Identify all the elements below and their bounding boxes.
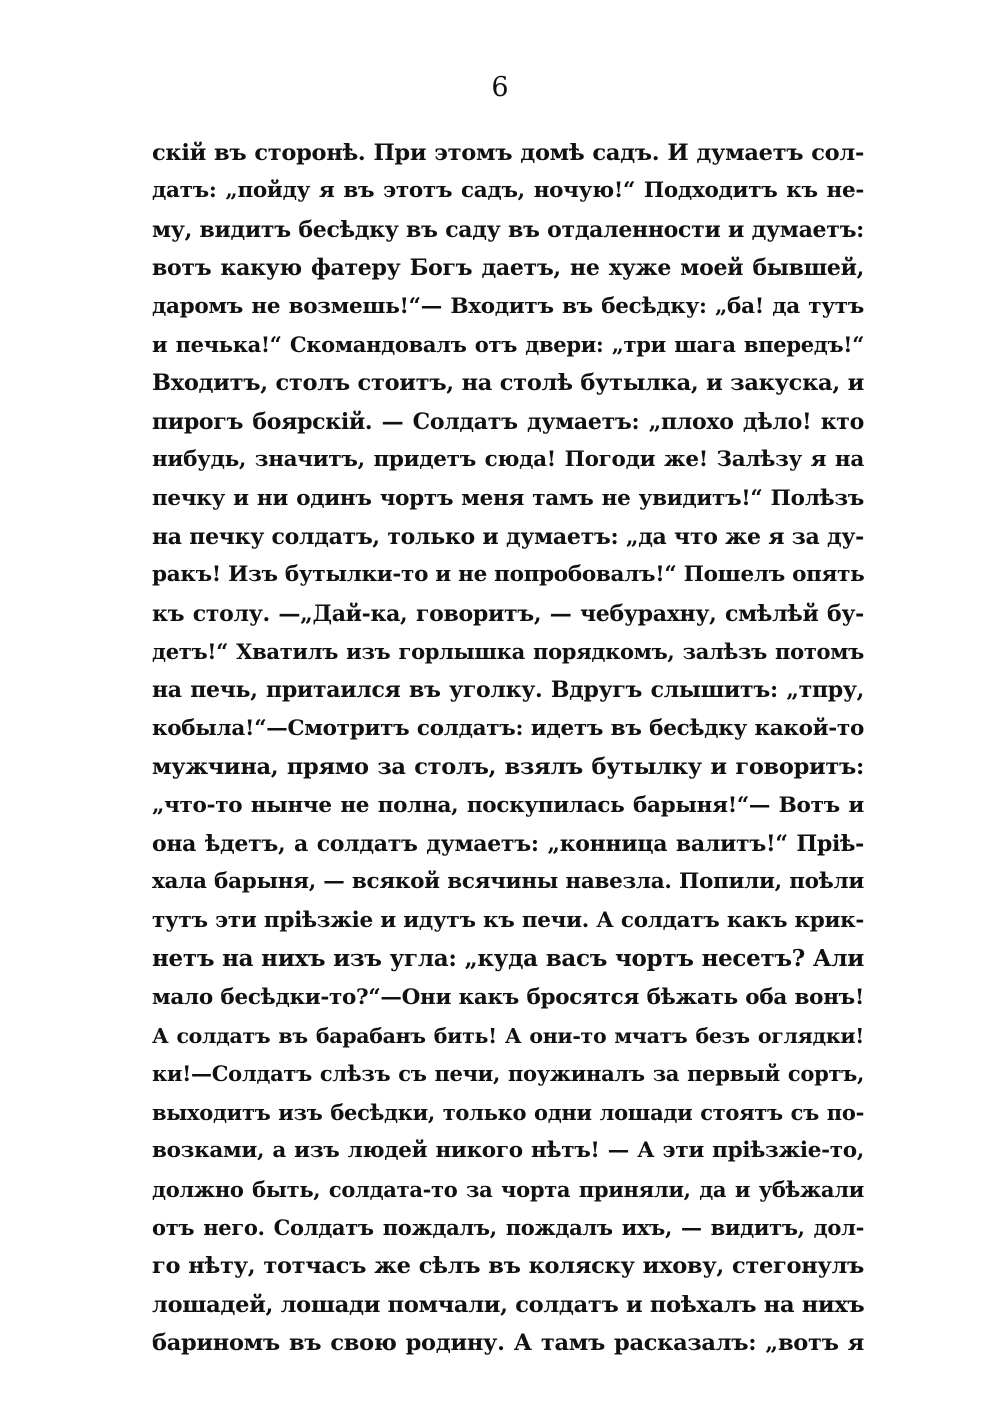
text-line: даромъ не возмешь!“— Входитъ въ бесѣдку: „ба! да тутъ — [152, 293, 864, 319]
text-line: къ столу. —„Дай-ка, говоритъ, — чебураxну, смѣлѣй бу- — [152, 600, 864, 627]
text-line: должно быть, солдата-то за чорта приняли, да и убѣжали — [152, 1176, 864, 1202]
text-line: печку и ни одинъ чортъ меня тамъ не увидитъ!“ Полѣзъ — [152, 485, 864, 511]
text-line: выходитъ изъ бесѣдки, только одни лошади стоятъ съ по- — [152, 1099, 864, 1125]
text-line: скій въ сторонѣ. При этомъ домѣ садъ. И думаетъ сол- — [152, 140, 864, 166]
text-line: и печька!“ Скомандовалъ отъ двери: „три шага впередъ!“ — [152, 331, 864, 357]
text-line: ки!—Солдатъ слѣзъ съ печи, поужиналъ за первый сортъ, — [152, 1061, 864, 1087]
text-line: нетъ на нихъ изъ угла: „куда васъ чортъ несетъ? Али — [152, 945, 864, 973]
text-line: тутъ эти пріѣзжіе и идутъ къ печи. А солдатъ какъ крик- — [152, 907, 864, 933]
text-line: возками, а изъ людей никого нѣтъ! — А эти пріѣзжіе-то, — [152, 1138, 864, 1164]
text-line: ракъ! Изъ бутылки-то и не попробовалъ!“ Пошелъ опять — [152, 562, 864, 588]
text-line: мужчина, прямо за столъ, взялъ бутылку и говоритъ: — [152, 754, 864, 781]
text-line: детъ!“ Хватилъ изъ горлышка порядкомъ, залѣзъ потомъ — [152, 639, 864, 665]
text-line: хала барыня, — всякой всячины навезла. Попили, поѣли — [152, 869, 864, 895]
text-line: Входитъ, столъ стоитъ, на столѣ бутылка, и закуска, и — [152, 370, 864, 397]
text-line: мало бесѣдки-то?“—Они какъ бросятся бѣжать оба вонъ! — [152, 984, 864, 1010]
text-line: на печь, притаился въ уголку. Вдругъ слышитъ: „тпру, — [152, 677, 864, 704]
text-line: отъ него. Солдатъ пождалъ, пождалъ ихъ, — видитъ, дол- — [152, 1214, 864, 1240]
text-line: го нѣту, тотчасъ же сѣлъ въ коляску ихову, стегонулъ — [152, 1253, 864, 1280]
text-line: она ѣдетъ, а солдатъ думаетъ: „конница валитъ!“ Пріѣ- — [152, 831, 864, 858]
text-line: лошадей, лошади помчали, солдатъ и поѣхалъ на нихъ — [152, 1291, 864, 1318]
text-line: „что-то нынче не полна, поскупилась барыня!“— Вотъ и — [152, 792, 864, 818]
body-text — [152, 134, 864, 1363]
text-line: вотъ какую фатеру Богъ даетъ, не хуже моей бывшей, — [152, 255, 864, 282]
text-line: бариномъ въ свою родину. А тамъ расказалъ: „вотъ я — [152, 1330, 864, 1357]
text-line: му, видитъ бесѣдку въ саду въ отдаленности и думаетъ: — [152, 216, 864, 243]
text-line: пирогъ боярскій. — Солдатъ думаетъ: „плохо дѣло! кто — [152, 408, 864, 435]
text-line: А солдатъ въ барабанъ бить! А они-то мчатъ безъ оглядки! — [152, 1023, 864, 1048]
page-number: 6 — [491, 72, 509, 103]
text-line: на печку солдатъ, только и думаетъ: „да что же я за ду- — [152, 523, 864, 550]
text-line: датъ: „пойду я въ этотъ садъ, ночую!“ Подходитъ къ не- — [152, 178, 864, 204]
text-line: кобыла!“—Смотритъ солдатъ: идетъ въ бесѣдку какой-то — [152, 715, 864, 741]
text-line: нибудь, значитъ, придетъ сюда! Погоди же! Залѣзу я на — [152, 447, 864, 473]
